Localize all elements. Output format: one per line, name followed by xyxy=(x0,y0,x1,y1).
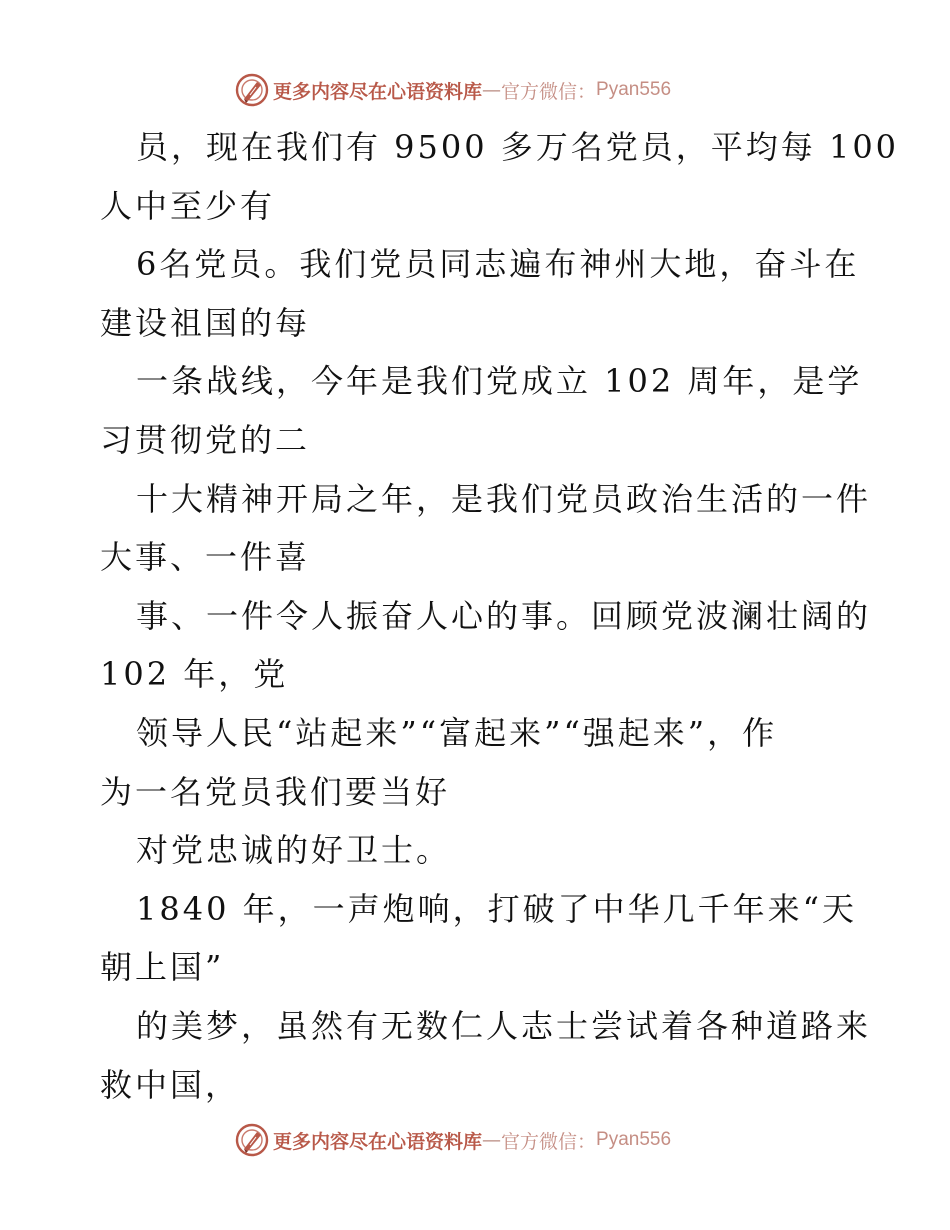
text-line: 1840 年，一声炮响，打破了中华几千年来“天 xyxy=(136,889,857,928)
watermark-brand-text: 更多内容尽在心语资料库 xyxy=(273,1130,483,1153)
text-line: 102 年，党 xyxy=(100,655,289,694)
fountain-pen-logo-icon xyxy=(235,73,269,107)
watermark-brand-text: 更多内容尽在心语资料库 xyxy=(273,80,483,103)
text-line: 一条战线，今年是我们党成立 102 周年，是学 xyxy=(136,362,863,401)
text-line: 领导人民“站起来”“富起来”“强起来”，作 xyxy=(136,713,778,752)
watermark-separator: — xyxy=(482,79,502,101)
text-line: 对党忠诚的好卫士。 xyxy=(136,831,452,870)
watermark-contact-label: 官方微信： xyxy=(501,1130,597,1153)
text-line: 朝上国” xyxy=(100,948,225,987)
text-line: 的美梦，虽然有无数仁人志士尝试着各种道路来 xyxy=(136,1006,872,1045)
watermark-contact-id: Pyan556 xyxy=(596,1129,672,1150)
document-body xyxy=(100,118,900,1114)
text-line: 救中国， xyxy=(100,1065,241,1104)
text-line: 十大精神开局之年，是我们党员政治生活的一件 xyxy=(136,479,872,518)
watermark-separator: — xyxy=(482,1129,502,1151)
fountain-pen-logo-icon xyxy=(235,1123,269,1157)
text-line: 习贯彻党的二 xyxy=(100,420,311,459)
text-line: 人中至少有 xyxy=(100,186,276,225)
text-line: 建设祖国的每 xyxy=(100,303,311,342)
text-line: 6名党员。我们党员同志遍布神州大地，奋斗在 xyxy=(136,245,860,284)
text-line: 事、一件令人振奋人心的事。回顾党波澜壮阔的 xyxy=(136,596,872,635)
watermark-contact-id: Pyan556 xyxy=(596,79,672,100)
footer-watermark xyxy=(235,1122,755,1158)
text-line: 为一名党员我们要当好 xyxy=(100,772,451,811)
header-watermark xyxy=(235,72,755,108)
watermark-contact-label: 官方微信： xyxy=(501,80,597,103)
text-line: 大事、一件喜 xyxy=(100,538,311,577)
text-line: 员，现在我们有 9500 多万名党员，平均每 100 xyxy=(136,128,900,166)
